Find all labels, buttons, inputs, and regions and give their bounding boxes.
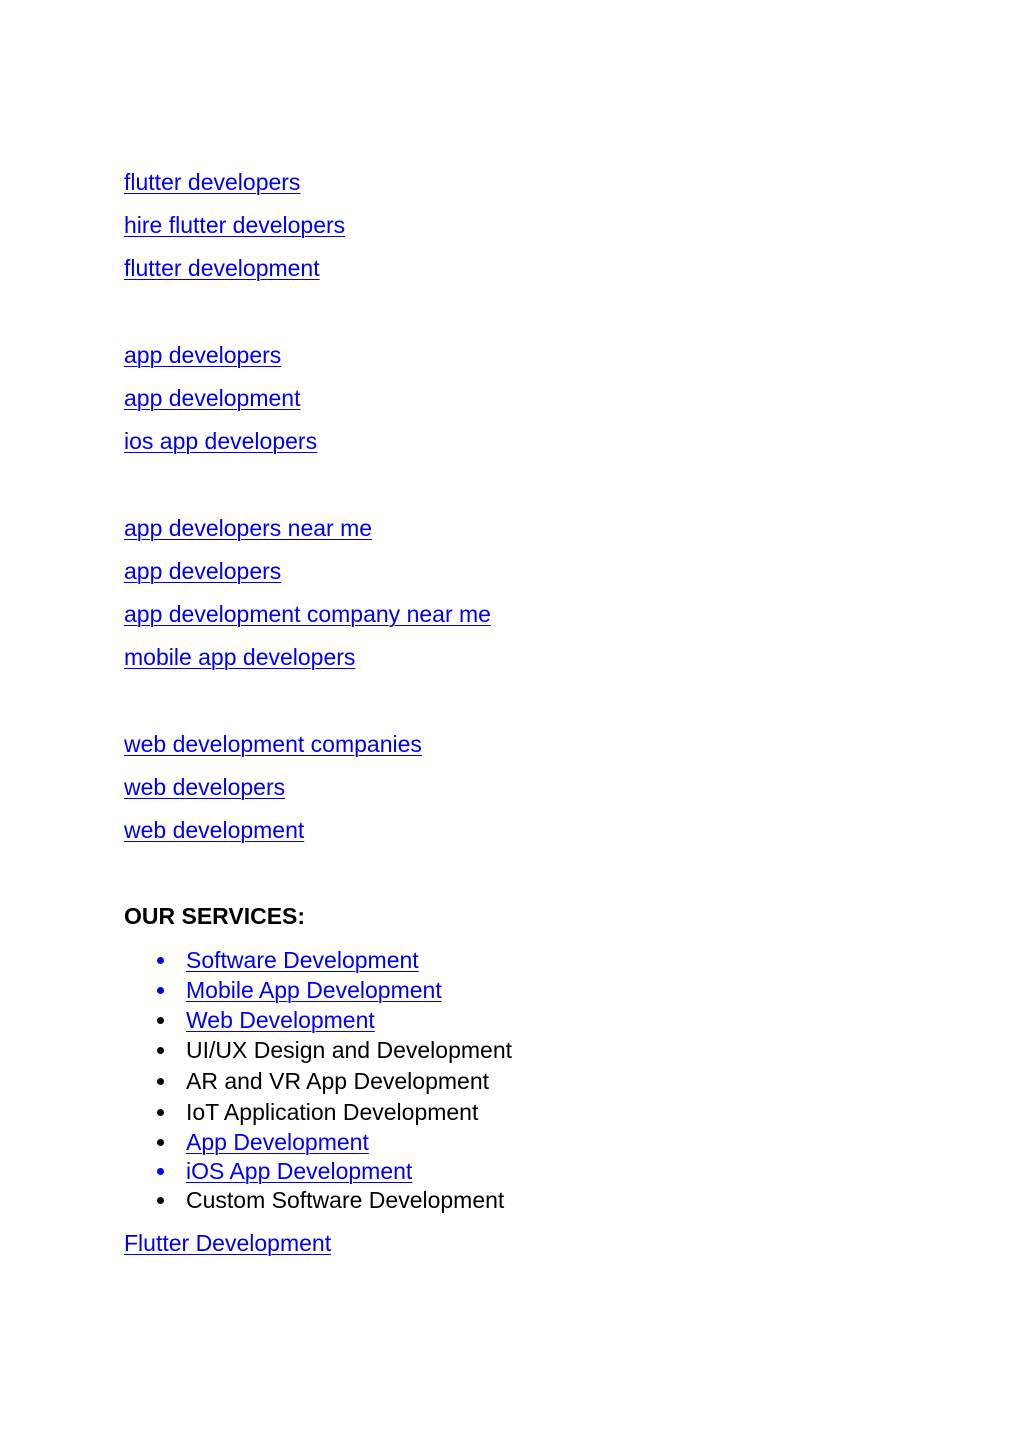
- service-link-mobile-app-development[interactable]: Mobile App Development: [186, 977, 442, 1003]
- link-flutter-developers[interactable]: flutter developers: [124, 169, 301, 195]
- link-web-development-companies[interactable]: web development companies: [124, 731, 422, 757]
- link-app-developers[interactable]: app developers: [124, 342, 282, 368]
- service-link-software-development[interactable]: Software Development: [186, 947, 419, 973]
- list-item: [0, 1157, 700, 1185]
- list-item: [0, 1128, 700, 1156]
- bullet-icon: [157, 1139, 164, 1146]
- list-item: [0, 1067, 700, 1095]
- link-flutter-development[interactable]: flutter development: [124, 255, 320, 281]
- list-item: [0, 1036, 700, 1064]
- bullet-icon: [157, 1017, 164, 1024]
- service-link-ios-app-development[interactable]: iOS App Development: [186, 1158, 413, 1184]
- bullet-icon: [157, 987, 164, 994]
- list-item: [0, 1186, 700, 1214]
- service-text-custom-software: Custom Software Development: [186, 1187, 505, 1213]
- link-mobile-app-developers[interactable]: mobile app developers: [124, 644, 356, 670]
- service-link-web-development[interactable]: Web Development: [186, 1007, 375, 1033]
- bullet-icon: [157, 957, 164, 964]
- link-app-developers-2[interactable]: app developers: [124, 558, 282, 584]
- bullet-icon: [157, 1078, 164, 1085]
- bullet-icon: [157, 1168, 164, 1175]
- link-app-development[interactable]: app development: [124, 385, 301, 411]
- services-heading: OUR SERVICES:: [124, 903, 306, 929]
- service-link-app-development[interactable]: App Development: [186, 1129, 369, 1155]
- service-text-uiux-design: UI/UX Design and Development: [186, 1037, 512, 1063]
- link-ios-app-developers[interactable]: ios app developers: [124, 428, 318, 454]
- link-web-development[interactable]: web development: [124, 817, 305, 843]
- list-item: [0, 946, 700, 974]
- service-text-ar-vr: AR and VR App Development: [186, 1068, 490, 1094]
- list-item: [0, 1098, 700, 1126]
- list-item: [0, 976, 700, 1004]
- bullet-icon: [157, 1047, 164, 1054]
- link-web-developers[interactable]: web developers: [124, 774, 286, 800]
- service-text-iot: IoT Application Development: [186, 1099, 479, 1125]
- list-item: [0, 1006, 700, 1034]
- bullet-icon: [157, 1197, 164, 1204]
- link-hire-flutter-developers[interactable]: hire flutter developers: [124, 212, 346, 238]
- link-flutter-development-footer[interactable]: Flutter Development: [124, 1230, 332, 1256]
- link-app-development-company-near-me[interactable]: app development company near me: [124, 601, 491, 627]
- bullet-icon: [157, 1109, 164, 1116]
- link-app-developers-near-me[interactable]: app developers near me: [124, 515, 373, 541]
